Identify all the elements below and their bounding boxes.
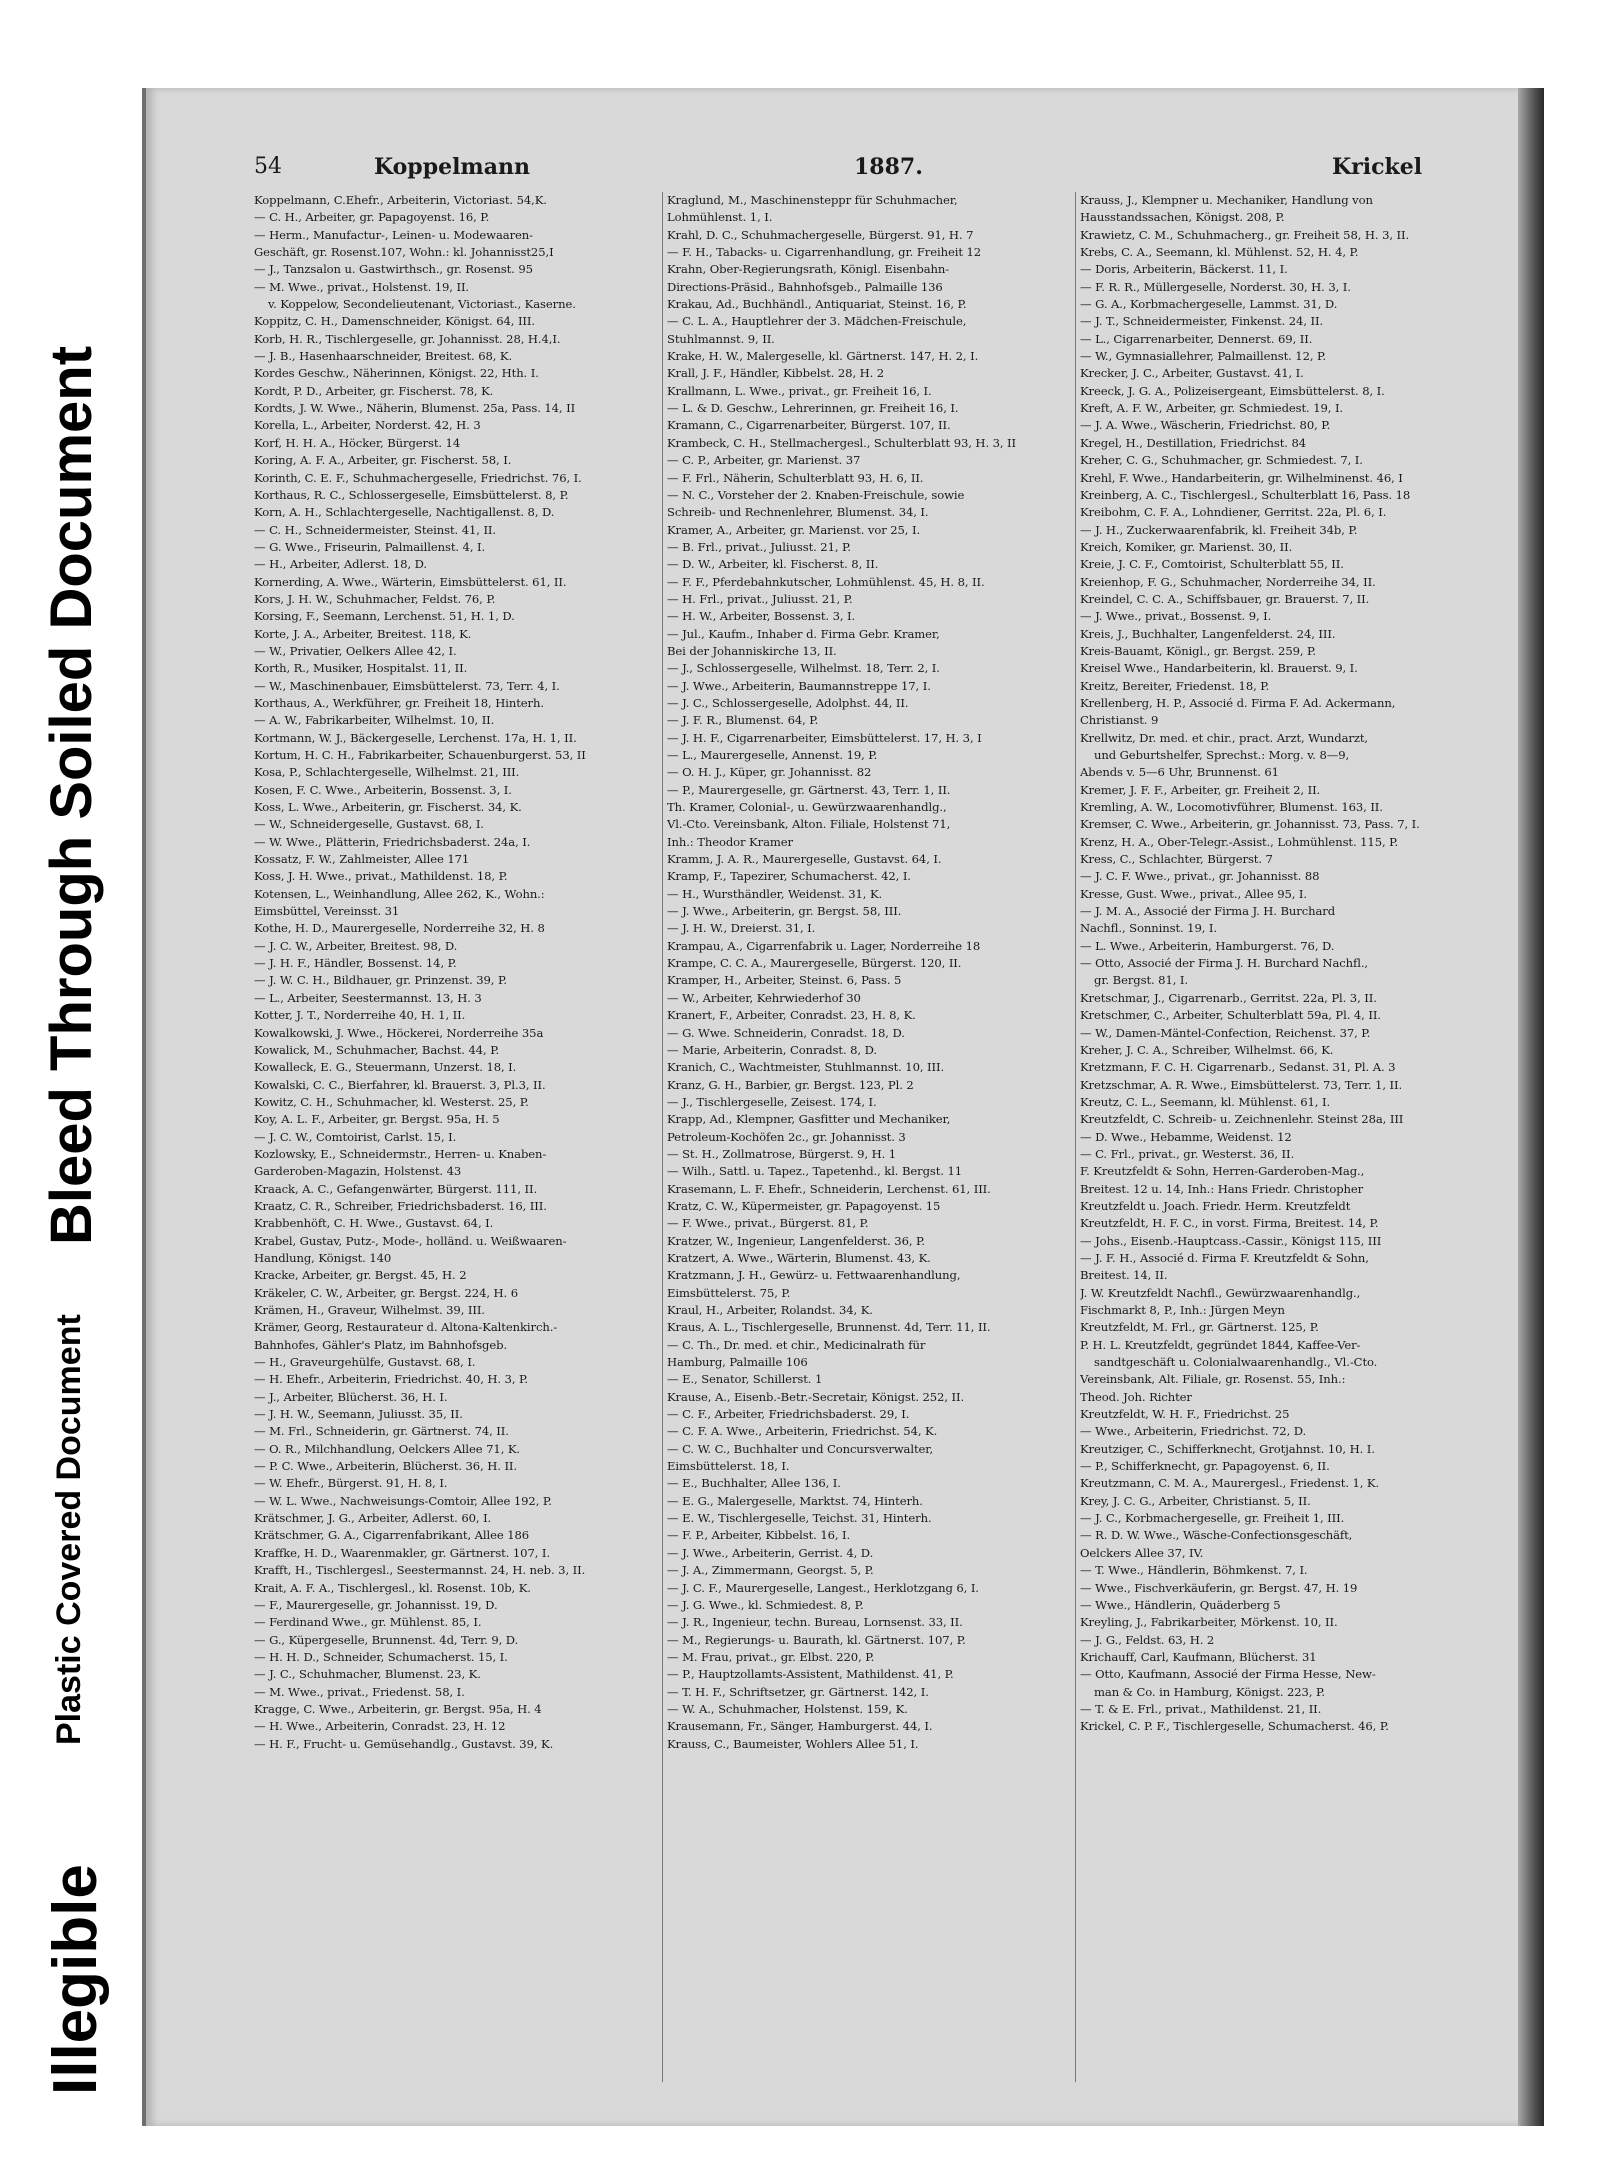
column-right	[1075, 192, 1480, 2082]
directory-entry-line: Korella, L., Arbeiter, Norderst. 42, H. 3	[254, 418, 481, 433]
directory-entry-line: Kratzmann, J. H., Gewürz- u. Fettwaarenhandlung,	[667, 1268, 961, 1283]
directory-entry-line: Breitest. 12 u. 14, Inh.: Hans Friedr. Christopher	[1080, 1181, 1364, 1196]
directory-entry-line: — W. L. Wwe., Nachweisungs-Comtoir, Allee 192, P.	[254, 1493, 552, 1508]
directory-entry-line: Geschäft, gr. Rosenst.107, Wohn.: kl. Johannisst25,I	[254, 245, 554, 260]
directory-entry-line: Kremer, J. F. F., Arbeiter, gr. Freiheit 2, II.	[1080, 782, 1321, 797]
directory-entry-line: — C. F. A. Wwe., Arbeiterin, Friedrichst. 54, K.	[667, 1424, 938, 1439]
directory-entry-line: — F. Wwe., privat., Bürgerst. 81, P.	[667, 1216, 869, 1231]
directory-entry-line: — J. Wwe., Arbeiterin, gr. Bergst. 58, III.	[667, 904, 902, 919]
directory-entry-line: Kotensen, L., Weinhandlung, Allee 262, K., Wohn.:	[254, 886, 545, 901]
document-condition-sidebar	[0, 0, 130, 2177]
directory-entry-line: — Wwe., Händlerin, Quäderberg 5	[1080, 1597, 1281, 1612]
directory-entry-line: Krasemann, L. F. Ehefr., Schneiderin, Lerchenst. 61, III.	[667, 1181, 991, 1196]
directory-entry-line: Krawietz, C. M., Schuhmacherg., gr. Freiheit 58, H. 3, II.	[1080, 227, 1410, 242]
directory-entry-line: Kowalleck, E. G., Steuermann, Unzerst. 18, I.	[254, 1060, 517, 1075]
directory-entry-line: — H. Wwe., Arbeiterin, Conradst. 23, H. 12	[254, 1719, 506, 1734]
year: 1887.	[854, 154, 923, 180]
directory-entry-line: Koss, L. Wwe., Arbeiterin, gr. Fischerst. 34, K.	[254, 800, 522, 815]
directory-entry-line: — C. H., Schneidermeister, Steinst. 41, II.	[254, 522, 496, 537]
directory-entry-line: — E. W., Tischlergeselle, Teichst. 31, Hinterh.	[667, 1511, 932, 1526]
directory-entry-line: Krickel, C. P. F., Tischlergeselle, Schumacherst. 46, P.	[1080, 1719, 1389, 1734]
directory-entry-line: — Jul., Kaufm., Inhaber d. Firma Gebr. Kramer,	[667, 626, 940, 641]
directory-entry-line: Kratz, C. W., Küpermeister, gr. Papagoyenst. 15	[667, 1198, 941, 1213]
directory-columns	[254, 192, 1480, 2082]
directory-entry-line: Krauss, J., Klempner u. Mechaniker, Handlung von	[1080, 193, 1373, 207]
directory-entry-line: Korn, A. H., Schlachtergeselle, Nachtigallenst. 8, D.	[254, 505, 555, 520]
directory-entry-line: — J. C. F. Wwe., privat., gr. Johannisst. 88	[1080, 869, 1320, 884]
right-header-keyword: Krickel	[1332, 154, 1423, 180]
directory-entry-line: — H. H. D., Schneider, Schumacherst. 15, I.	[254, 1649, 508, 1664]
directory-entry-line: Kramer, A., Arbeiter, gr. Marienst. vor 25, I.	[667, 522, 921, 537]
directory-entry-line: Vereinsbank, Alt. Filiale, gr. Rosenst. 55, Inh.:	[1080, 1372, 1346, 1387]
directory-entry-line: Krakau, Ad., Buchhändl., Antiquariat, Steinst. 16, P.	[667, 297, 967, 312]
directory-entry-line: Korf, H. H. A., Höcker, Bürgerst. 14	[254, 435, 461, 450]
directory-entry-line: Krausemann, Fr., Sänger, Hamburgerst. 44, I.	[667, 1719, 933, 1734]
directory-entry-line: Kosen, F. C. Wwe., Arbeiterin, Bossenst. 3, I.	[254, 782, 512, 797]
directory-entry-line: Kowitz, C. H., Schuhmacher, kl. Westerst. 25, P.	[254, 1094, 529, 1109]
directory-entry-line: Kors, J. H. W., Schuhmacher, Feldst. 76, P.	[254, 591, 496, 606]
directory-entry-line: Krahl, D. C., Schuhmachergeselle, Bürgerst. 91, H. 7	[667, 227, 974, 242]
directory-entry-line: Kortum, H. C. H., Fabrikarbeiter, Schauenburgerst. 53, II	[254, 748, 586, 762]
directory-entry-line: Korinth, C. E. F., Schuhmachergeselle, Friedrichst. 76, I.	[254, 470, 582, 485]
directory-entry-line: Krebs, C. A., Seemann, kl. Mühlenst. 52, H. 4, P.	[1080, 245, 1359, 260]
directory-entry-line: — C. Frl., privat., gr. Westerst. 36, II.	[1080, 1146, 1295, 1161]
directory-entry-line: — J., Tischlergeselle, Zeisest. 174, I.	[667, 1094, 877, 1109]
directory-entry-line: — J. C. W., Comtoirist, Carlst. 15, I.	[254, 1129, 457, 1144]
directory-entry-line: Kotter, J. T., Norderreihe 40, H. 1, II.	[254, 1008, 466, 1023]
directory-entry-line: — J. W. C. H., Bildhauer, gr. Prinzenst. 39, P.	[254, 973, 507, 988]
directory-entry-line: — H., Graveurgehülfe, Gustavst. 68, I.	[254, 1355, 476, 1370]
directory-entry-line: Vl.-Cto. Vereinsbank, Alton. Filiale, Holstenst 71,	[667, 817, 951, 832]
directory-entry-line: — J. C., Korbmachergeselle, gr. Freiheit 1, III.	[1080, 1511, 1345, 1526]
directory-entry-line: — Herm., Manufactur-, Leinen- u. Modewaaren-	[254, 227, 533, 242]
directory-entry-line: — E., Buchhalter, Allee 136, I.	[667, 1476, 841, 1491]
directory-entry-line: — A. W., Fabrikarbeiter, Wilhelmst. 10, II.	[254, 713, 495, 728]
directory-entry-line: — Wilh., Sattl. u. Tapez., Tapetenhd., kl. Bergst. 11	[667, 1164, 963, 1179]
directory-entry-line: — J. A., Zimmermann, Georgst. 5, P.	[667, 1563, 874, 1578]
directory-entry-line: — G. Wwe., Friseurin, Palmaillenst. 4, I.	[254, 539, 486, 554]
directory-entry-line: Krake, H. W., Malergeselle, kl. Gärtnerst. 147, H. 2, I.	[667, 349, 979, 364]
directory-entry-line: — J. R., Ingenieur, techn. Bureau, Lornsenst. 33, II.	[667, 1615, 963, 1630]
directory-entry-line: Korb, H. R., Tischlergeselle, gr. Johannisst. 28, H.4,I.	[254, 331, 561, 346]
directory-entry-line: — E. G., Malergeselle, Marktst. 74, Hinterh.	[667, 1493, 923, 1508]
directory-entry-line: — W., Arbeiter, Kehrwiederhof 30	[667, 990, 861, 1005]
directory-entry-line: — J. H., Zuckerwaarenfabrik, kl. Freiheit 34b, P.	[1080, 522, 1358, 537]
directory-entry-line: — J. H. W., Dreierst. 31, I.	[667, 921, 816, 936]
directory-entry-line: — J. H. F., Cigarrenarbeiter, Eimsbüttelerst. 17, H. 3, I	[667, 730, 982, 745]
directory-entry-line: Directions-Präsid., Bahnhofsgeb., Palmaille 136	[667, 279, 943, 294]
directory-entry-line: — C. W. C., Buchhalter und Concursverwalter,	[667, 1441, 934, 1456]
directory-entry-line: Kreeck, J. G. A., Polizeisergeant, Eimsbüttelerst. 8, I.	[1080, 383, 1385, 398]
directory-entry-line: Kreutzfeldt, H. F. C., in vorst. Firma, Breitest. 14, P.	[1080, 1216, 1379, 1231]
directory-entry-line: Kragge, C. Wwe., Arbeiterin, gr. Bergst. 95a, H. 4	[254, 1701, 542, 1716]
directory-entry-line: — W. Wwe., Plätterin, Friedrichsbaderst. 24a, I.	[254, 834, 531, 849]
directory-entry-line: — J. G., Feldst. 63, H. 2	[1080, 1632, 1215, 1647]
directory-entry-line: — L., Cigarrenarbeiter, Dennerst. 69, II.	[1080, 331, 1313, 346]
directory-entry-line: Stuhlmannst. 9, II.	[667, 331, 775, 346]
directory-entry-line: Kreutzfeldt u. Joach. Friedr. Herm. Kreutzfeldt	[1080, 1198, 1351, 1213]
bleed-through-label: Bleed Through Soiled Document	[39, 345, 104, 1245]
directory-entry-line: Kranz, G. H., Barbier, gr. Bergst. 123, Pl. 2	[667, 1077, 914, 1092]
directory-entry-line: Krampe, C. C. A., Maurergeselle, Bürgerst. 120, II.	[667, 956, 962, 971]
scanned-directory-page	[142, 88, 1544, 2126]
directory-entry-line: — C. L. A., Hauptlehrer der 3. Mädchen-Freischule,	[667, 314, 967, 329]
directory-entry-line: Koring, A. F. A., Arbeiter, gr. Fischerst. 58, I.	[254, 453, 512, 468]
directory-entry-line: — J., Arbeiter, Blücherst. 36, H. I.	[254, 1389, 448, 1404]
directory-entry-line: — J. Wwe., Arbeiterin, Baumannstreppe 17, I.	[667, 678, 931, 693]
directory-entry-line: Kress, C., Schlachter, Bürgerst. 7	[1080, 852, 1273, 867]
directory-entry-line: Kretzmann, F. C. H. Cigarrenarb., Sedanst. 31, Pl. A. 3	[1080, 1060, 1396, 1075]
directory-entry-line: Krapp, Ad., Klempner, Gasfitter und Mechaniker,	[667, 1112, 951, 1127]
directory-entry-line: Eimsbüttelerst. 75, P.	[667, 1285, 791, 1300]
directory-entry-line: Kozlowsky, E., Schneidermstr., Herren- u. Knaben-	[254, 1146, 547, 1161]
page-header	[254, 154, 1480, 188]
directory-entry-line: Kraglund, M., Maschinensteppr für Schuhmacher,	[667, 193, 958, 207]
directory-entry-line: Krambeck, C. H., Stellmachergesl., Schulterblatt 93, H. 3, II	[667, 435, 1017, 450]
directory-entry-line: Kordes Geschw., Näherinnen, Königst. 22, Hth. I.	[254, 366, 539, 381]
directory-entry-line: man & Co. in Hamburg, Königst. 223, P.	[1094, 1684, 1325, 1699]
directory-entry-line: — H. F., Frucht- u. Gemüsehandlg., Gustavst. 39, K.	[254, 1736, 554, 1751]
directory-entry-line: — H. W., Arbeiter, Bossenst. 3, I.	[667, 609, 856, 624]
directory-entry-line: — H. Ehefr., Arbeiterin, Friedrichst. 40, H. 3, P.	[254, 1372, 528, 1387]
directory-entry-line: Kramm, J. A. R., Maurergeselle, Gustavst. 64, I.	[667, 852, 942, 867]
directory-entry-line: Lohmühlenst. 1, I.	[667, 210, 773, 225]
directory-entry-line: — M., Regierungs- u. Baurath, kl. Gärtnerst. 107, P.	[667, 1632, 966, 1647]
directory-entry-line: — Doris, Arbeiterin, Bäckerst. 11, I.	[1080, 262, 1288, 277]
directory-entry-line: — T. & E. Frl., privat., Mathildenst. 21, II.	[1080, 1701, 1322, 1716]
directory-entry-line: Kretzschmar, A. R. Wwe., Eimsbüttelerst. 73, Terr. 1, II.	[1080, 1077, 1403, 1092]
directory-entry-line: — W. Ehefr., Bürgerst. 91, H. 8, I.	[254, 1476, 448, 1491]
directory-entry-line: — C. Th., Dr. med. et chir., Medicinalrath für	[667, 1337, 926, 1352]
directory-entry-line: Hamburg, Palmaille 106	[667, 1355, 808, 1370]
directory-entry-line: — P., Schifferknecht, gr. Papagoyenst. 6, II.	[1080, 1459, 1330, 1474]
directory-entry-line: — J. T., Schneidermeister, Finkenst. 24, II.	[1080, 314, 1324, 329]
directory-entry-line: Kosa, P., Schlachtergeselle, Wilhelmst. 21, III.	[254, 765, 520, 780]
directory-entry-line: — F. R. R., Müllergeselle, Norderst. 30, H. 3, I.	[1080, 279, 1351, 294]
directory-entry-line: Christianst. 9	[1080, 713, 1159, 728]
directory-entry-line: — L. Wwe., Arbeiterin, Hamburgerst. 76, D.	[1080, 938, 1335, 953]
directory-entry-line: — J., Tanzsalon u. Gastwirthsch., gr. Rosenst. 95	[254, 262, 533, 277]
directory-entry-line: Krehl, F. Wwe., Handarbeiterin, gr. Wilhelminenst. 46, I	[1080, 470, 1403, 485]
directory-entry-line: Krait, A. F. A., Tischlergesl., kl. Rosenst. 10b, K.	[254, 1580, 531, 1595]
directory-entry-line: Hausstandssachen, Königst. 208, P.	[1080, 210, 1285, 225]
directory-entry-line: — J. Wwe., privat., Bossenst. 9, I.	[1080, 609, 1272, 624]
directory-entry-line: — F. Frl., Näherin, Schulterblatt 93, H. 6, II.	[667, 470, 924, 485]
directory-entry-line: Kraatz, C. R., Schreiber, Friedrichsbaderst. 16, III.	[254, 1198, 547, 1213]
directory-entry-line: — G. A., Korbmachergeselle, Lammst. 31, D.	[1080, 297, 1338, 312]
plastic-covered-label: Plastic Covered Document	[50, 1314, 88, 1745]
directory-entry-line: — P., Hauptzollamts-Assistent, Mathildenst. 41, P.	[667, 1667, 954, 1682]
directory-entry-line: — B. Frl., privat., Juliusst. 21, P.	[667, 539, 851, 554]
directory-entry-line: — M. Frau, privat., gr. Elbst. 220, P.	[667, 1649, 875, 1664]
directory-entry-line: Krabel, Gustav, Putz-, Mode-, holländ. u. Weißwaaren-	[254, 1233, 567, 1248]
directory-entry-line: — J. H. F., Händler, Bossenst. 14, P.	[254, 956, 457, 971]
directory-entry-line: Kretschmer, C., Arbeiter, Schulterblatt 59a, Pl. 4, II.	[1080, 1008, 1381, 1023]
directory-entry-line: Kreinberg, A. C., Tischlergesl., Schulterblatt 16, Pass. 18	[1080, 487, 1411, 502]
directory-entry-line: — Johs., Eisenb.-Hauptcass.-Cassir., Königst 115, III	[1080, 1233, 1382, 1248]
directory-entry-line: Kreis-Bauamt, Königl., gr. Bergst. 259, P.	[1080, 643, 1316, 658]
directory-entry-line: Handlung, Königst. 140	[254, 1250, 392, 1265]
directory-entry-line: Korth, R., Musiker, Hospitalst. 11, II.	[254, 661, 468, 676]
directory-entry-line: — E., Senator, Schillerst. 1	[667, 1372, 823, 1387]
directory-entry-line: v. Koppelow, Secondelieutenant, Victoriast., Kaserne.	[268, 297, 576, 312]
directory-entry-line: — W., Maschinenbauer, Eimsbüttelerst. 73, Terr. 4, I.	[254, 678, 560, 693]
directory-entry-line: Kranich, C., Wachtmeister, Stuhlmannst. 10, III.	[667, 1060, 945, 1075]
directory-entry-line: Kreutzfeldt, M. Frl., gr. Gärtnerst. 125, P.	[1080, 1320, 1319, 1335]
directory-entry-line: — M. Wwe., privat., Friedenst. 58, I.	[254, 1684, 465, 1699]
directory-entry-line: Kreie, J. C. F., Comtoirist, Schulterblatt 55, II.	[1080, 557, 1344, 572]
directory-entry-line: Krichauff, Carl, Kaufmann, Blücherst. 31	[1080, 1649, 1317, 1664]
directory-entry-line: Kreis, J., Buchhalter, Langenfelderst. 24, III.	[1080, 626, 1336, 641]
directory-entry-line: P. H. L. Kreutzfeldt, gegründet 1844, Kaffee-Ver-	[1080, 1337, 1361, 1352]
directory-entry-line: Kratzer, W., Ingenieur, Langenfelderst. 36, P.	[667, 1233, 925, 1248]
directory-entry-line: F. Kreutzfeldt & Sohn, Herren-Garderoben-Mag.,	[1080, 1164, 1365, 1179]
directory-entry-line: Koss, J. H. Wwe., privat., Mathildenst. 18, P.	[254, 869, 508, 884]
directory-entry-line: Kramper, H., Arbeiter, Steinst. 6, Pass. 5	[667, 973, 902, 988]
illegible-label: Illegible	[41, 1864, 110, 2095]
directory-entry-line: sandtgeschäft u. Colonialwaarenhandlg., Vl.-Cto.	[1094, 1355, 1378, 1370]
directory-entry-line: gr. Bergst. 81, I.	[1094, 973, 1188, 988]
directory-entry-line: — J. C. W., Arbeiter, Breitest. 98, D.	[254, 938, 458, 953]
directory-entry-line: Kraffke, H. D., Waarenmakler, gr. Gärtnerst. 107, I.	[254, 1545, 550, 1560]
directory-entry-line: — M. Wwe., privat., Holstenst. 19, II.	[254, 279, 470, 294]
directory-entry-line: — J. C., Schlossergeselle, Adolphst. 44, II.	[667, 695, 909, 710]
directory-entry-line: Kranert, F., Arbeiter, Conradst. 23, H. 8, K.	[667, 1008, 916, 1023]
directory-entry-line: — L., Maurergeselle, Annenst. 19, P.	[667, 748, 878, 762]
directory-entry-line: Inh.: Theodor Kramer	[667, 834, 793, 849]
directory-entry-line: Krafft, H., Tischlergesl., Seestermannst. 24, H. neb. 3, II.	[254, 1563, 586, 1578]
directory-entry-line: — C. H., Arbeiter, gr. Papagoyenst. 16, P.	[254, 210, 490, 225]
directory-entry-line: Kowalick, M., Schuhmacher, Bachst. 44, P.	[254, 1042, 500, 1057]
directory-entry-line: Kreher, C. G., Schuhmacher, gr. Schmiedest. 7, I.	[1080, 453, 1363, 468]
directory-entry-line: Kortmann, W. J., Bäckergeselle, Lerchenst. 17a, H. 1, II.	[254, 730, 577, 745]
directory-entry-line: — N. C., Vorsteher der 2. Knaben-Freischule, sowie	[667, 487, 965, 502]
directory-entry-line: Krellenberg, H. P., Associé d. Firma F. Ad. Ackermann,	[1080, 695, 1396, 710]
directory-entry-line: — J. G. Wwe., kl. Schmiedest. 8, P.	[667, 1597, 864, 1612]
directory-entry-line: — J. B., Hasenhaarschneider, Breitest. 68, K.	[254, 349, 513, 364]
page-number: 54	[254, 154, 282, 179]
directory-entry-line: — H. Frl., privat., Juliusst. 21, P.	[667, 591, 853, 606]
directory-entry-line: Krätschmer, J. G., Arbeiter, Adlerst. 60, I.	[254, 1511, 492, 1526]
directory-entry-line: — W. A., Schuhmacher, Holstenst. 159, K.	[667, 1701, 908, 1716]
directory-entry-line: Krey, J. C. G., Arbeiter, Christianst. 5, II.	[1080, 1493, 1311, 1508]
directory-entry-line: Bahnhofes, Gähler's Platz, im Bahnhofsgeb.	[254, 1337, 508, 1352]
directory-entry-line: Oelckers Allee 37, IV.	[1080, 1545, 1204, 1560]
directory-entry-line: Kreft, A. F. W., Arbeiter, gr. Schmiedest. 19, I.	[1080, 401, 1344, 416]
directory-entry-line: Kreutzfeldt, W. H. F., Friedrichst. 25	[1080, 1407, 1290, 1422]
directory-entry-line: Kresse, Gust. Wwe., privat., Allee 95, I.	[1080, 886, 1307, 901]
directory-entry-line: Krämer, Georg, Restaurateur d. Altona-Kaltenkirch.-	[254, 1320, 558, 1335]
directory-entry-line: — Otto, Kaufmann, Associé der Firma Hesse, New-	[1080, 1667, 1376, 1682]
directory-entry-line: Kreitz, Bereiter, Friedenst. 18, P.	[1080, 678, 1270, 693]
directory-entry-line: Kreutzfeldt, C. Schreib- u. Zeichnenlehr. Steinst 28a, III	[1080, 1112, 1404, 1127]
directory-entry-line: Krallmann, L. Wwe., privat., gr. Freiheit 16, I.	[667, 383, 932, 398]
directory-entry-line: Kothe, H. D., Maurergeselle, Norderreihe 32, H. 8	[254, 921, 545, 936]
directory-entry-line: Koppelmann, C.Ehefr., Arbeiterin, Victoriast. 54,K.	[254, 193, 547, 207]
directory-entry-line: Krampau, A., Cigarrenfabrik u. Lager, Norderreihe 18	[667, 938, 981, 953]
directory-entry-line: Krämen, H., Graveur, Wilhelmst. 39, III.	[254, 1303, 485, 1317]
directory-entry-line: Krahn, Ober-Regierungsrath, Königl. Eisenbahn-	[667, 262, 950, 277]
directory-entry-line: — J. M. A., Associé der Firma J. H. Burchard	[1080, 904, 1336, 919]
directory-entry-line: — Otto, Associé der Firma J. H. Burchard Nachfl.,	[1080, 956, 1368, 971]
directory-entry-line: — W., Privatier, Oelkers Allee 42, I.	[254, 643, 457, 658]
book-binding-edge	[1518, 88, 1544, 2126]
directory-entry-line: Krenz, H. A., Ober-Telegr.-Assist., Lohmühlenst. 115, P.	[1080, 834, 1399, 849]
directory-entry-line: Korthaus, A., Werkführer, gr. Freiheit 18, Hinterh.	[254, 695, 544, 710]
directory-entry-line: — J. H. W., Seemann, Juliusst. 35, II.	[254, 1407, 463, 1422]
directory-entry-line: Kratzert, A. Wwe., Wärterin, Blumenst. 43, K.	[667, 1250, 931, 1265]
directory-entry-line: Kreibohm, C. F. A., Lohndiener, Gerritst. 22a, Pl. 6, I.	[1080, 505, 1387, 520]
directory-entry-line: Korsing, F., Seemann, Lerchenst. 51, H. 1, D.	[254, 609, 515, 624]
directory-entry-line: — P. C. Wwe., Arbeiterin, Blücherst. 36, H. II.	[254, 1459, 517, 1474]
directory-entry-line: Abends v. 5—6 Uhr, Brunnenst. 61	[1080, 765, 1279, 780]
directory-entry-line: — Wwe., Fischverkäuferin, gr. Bergst. 47, H. 19	[1080, 1580, 1358, 1595]
directory-entry-line: Kordt, P. D., Arbeiter, gr. Fischerst. 78, K.	[254, 383, 494, 398]
directory-entry-line: Krätschmer, G. A., Cigarrenfabrikant, Allee 186	[254, 1528, 530, 1543]
directory-entry-line: Kraack, A. C., Gefangenwärter, Bürgerst. 111, II.	[254, 1181, 538, 1196]
directory-entry-line: — H., Wursthändler, Weidenst. 31, K.	[667, 886, 883, 901]
directory-entry-line: Petroleum-Kochöfen 2c., gr. Johannisst. 3	[667, 1129, 906, 1144]
directory-entry-line: Kossatz, F. W., Zahlmeister, Allee 171	[254, 852, 470, 867]
directory-entry-line: — J., Schlossergeselle, Wilhelmst. 18, Terr. 2, I.	[667, 661, 940, 676]
directory-entry-line: Krecker, J. C., Arbeiter, Gustavst. 41, I.	[1080, 366, 1304, 381]
directory-entry-line: — O. H. J., Küper, gr. Johannisst. 82	[667, 765, 872, 780]
directory-entry-line: — L., Arbeiter, Seestermannst. 13, H. 3	[254, 990, 482, 1005]
directory-entry-line: — J. Wwe., Arbeiterin, Gerrist. 4, D.	[667, 1545, 874, 1560]
directory-entry-line: — D. W., Arbeiter, kl. Fischerst. 8, II.	[667, 557, 879, 572]
directory-entry-line: Kracke, Arbeiter, gr. Bergst. 45, H. 2	[254, 1268, 467, 1283]
directory-entry-line: J. W. Kreutzfeldt Nachfl., Gewürzwaarenhandlg.,	[1080, 1285, 1361, 1300]
directory-entry-line: — C. P., Arbeiter, gr. Marienst. 37	[667, 453, 861, 468]
directory-entry-line: Krabbenhöft, C. H. Wwe., Gustavst. 64, I.	[254, 1216, 494, 1231]
directory-entry-line: Kreutzmann, C. M. A., Maurergesl., Friedenst. 1, K.	[1080, 1476, 1380, 1491]
directory-entry-line: Kramp, F., Tapezirer, Schumacherst. 42, I.	[667, 869, 911, 884]
directory-entry-line: Kowalkowski, J. Wwe., Höckerei, Norderreihe 35a	[254, 1025, 544, 1040]
directory-entry-line: Kreienhop, F. G., Schuhmacher, Norderreihe 34, II.	[1080, 574, 1376, 589]
directory-entry-line: Kordts, J. W. Wwe., Näherin, Blumenst. 25a, Pass. 14, II	[254, 401, 576, 416]
directory-entry-line: — F. P., Arbeiter, Kibbelst. 16, I.	[667, 1528, 851, 1543]
directory-entry-line: Krauss, C., Baumeister, Wohlers Allee 51, I.	[667, 1736, 919, 1751]
directory-entry-line: Nachfl., Sonninst. 19, I.	[1080, 921, 1217, 936]
directory-entry-line: — J. A. Wwe., Wäscherin, Friedrichst. 80, P.	[1080, 418, 1331, 433]
directory-entry-line: Kreich, Komiker, gr. Marienst. 30, II.	[1080, 539, 1293, 554]
directory-entry-line: — O. R., Milchhandlung, Oelckers Allee 71, K.	[254, 1441, 521, 1456]
directory-entry-line: Kreindel, C. C. A., Schiffsbauer, gr. Brauerst. 7, II.	[1080, 591, 1370, 606]
directory-entry-line: — M. Frl., Schneiderin, gr. Gärtnerst. 74, II.	[254, 1424, 509, 1439]
directory-entry-line: — G., Küpergeselle, Brunnenst. 4d, Terr. 9, D.	[254, 1632, 519, 1647]
directory-entry-line: Theod. Joh. Richter	[1080, 1389, 1192, 1404]
directory-entry-line: Krellwitz, Dr. med. et chir., pract. Arzt, Wundarzt,	[1080, 730, 1368, 745]
directory-entry-line: Kreutz, C. L., Seemann, kl. Mühlenst. 61, I.	[1080, 1094, 1331, 1109]
directory-entry-line: Kraus, A. L., Tischlergeselle, Brunnenst. 4d, Terr. 11, II.	[667, 1320, 991, 1335]
directory-entry-line: — J. F. R., Blumenst. 64, P.	[667, 713, 819, 728]
directory-entry-line: — G. Wwe. Schneiderin, Conradst. 18, D.	[667, 1025, 905, 1040]
directory-entry-line: Kremser, C. Wwe., Arbeiterin, gr. Johannisst. 73, Pass. 7, I.	[1080, 817, 1420, 832]
directory-entry-line: — F., Maurergeselle, gr. Johannisst. 19, D.	[254, 1597, 498, 1612]
directory-entry-line: Schreib- und Rechnenlehrer, Blumenst. 34, I.	[667, 505, 929, 520]
directory-entry-line: — D. Wwe., Hebamme, Weidenst. 12	[1080, 1129, 1292, 1144]
directory-entry-line: Krause, A., Eisenb.-Betr.-Secretair, Königst. 252, II.	[667, 1389, 965, 1404]
directory-entry-line: Kreyling, J., Fabrikarbeiter, Mörkenst. 10, II.	[1080, 1615, 1338, 1630]
directory-entry-line: — R. D. W. Wwe., Wäsche-Confectionsgeschäft,	[1080, 1528, 1353, 1543]
directory-entry-line: Kräkeler, C. W., Arbeiter, gr. Bergst. 224, H. 6	[254, 1285, 518, 1300]
directory-entry-line: Kretschmar, J., Cigarrenarb., Gerritst. 22a, Pl. 3, II.	[1080, 990, 1377, 1005]
directory-entry-line: Th. Kramer, Colonial-, u. Gewürzwaarenhandlg.,	[667, 800, 947, 815]
directory-entry-line: — T. H. F., Schriftsetzer, gr. Gärtnerst. 142, I.	[667, 1684, 929, 1699]
directory-entry-line: Kraul, H., Arbeiter, Rolandst. 34, K.	[667, 1303, 873, 1317]
directory-entry-line: — P., Maurergeselle, gr. Gärtnerst. 43, Terr. 1, II.	[667, 782, 951, 797]
directory-entry-line: und Geburtshelfer, Sprechst.: Morg. v. 8—9,	[1094, 748, 1350, 762]
directory-entry-line: Koy, A. L. F., Arbeiter, gr. Bergst. 95a, H. 5	[254, 1112, 500, 1127]
directory-entry-line: — W., Schneidergeselle, Gustavst. 68, I.	[254, 817, 484, 832]
directory-entry-line: — F. F., Pferdebahnkutscher, Lohmühlenst. 45, H. 8, II.	[667, 574, 985, 589]
directory-entry-line: Kornerding, A. Wwe., Wärterin, Eimsbüttelerst. 61, II.	[254, 574, 567, 589]
directory-entry-line: Kramann, C., Cigarrenarbeiter, Bürgerst. 107, II.	[667, 418, 951, 433]
directory-entry-line: — W., Gymnasiallehrer, Palmaillenst. 12, P.	[1080, 349, 1326, 364]
directory-entry-line: Eimsbüttel, Vereinsst. 31	[254, 904, 400, 919]
directory-entry-line: Kreher, J. C. A., Schreiber, Wilhelmst. 66, K.	[1080, 1042, 1334, 1057]
directory-entry-line: — J. C., Schuhmacher, Blumenst. 23, K.	[254, 1667, 481, 1682]
directory-entry-line: — Marie, Arbeiterin, Conradst. 8, D.	[667, 1042, 877, 1057]
directory-entry-line: Kremling, A. W., Locomotivführer, Blumenst. 163, II.	[1080, 800, 1383, 815]
directory-entry-line: — L. & D. Geschw., Lehrerinnen, gr. Freiheit 16, I.	[667, 401, 959, 416]
directory-entry-line: Fischmarkt 8, P., Inh.: Jürgen Meyn	[1080, 1303, 1285, 1317]
directory-entry-line: — Wwe., Arbeiterin, Friedrichst. 72, D.	[1080, 1424, 1307, 1439]
directory-entry-line: — W., Damen-Mäntel-Confection, Reichenst. 37, P.	[1080, 1025, 1371, 1040]
directory-entry-line: Kregel, H., Destillation, Friedrichst. 84	[1080, 435, 1306, 450]
directory-entry-line: Kreutziger, C., Schifferknecht, Grotjahnst. 10, H. I.	[1080, 1441, 1375, 1456]
directory-entry-line: Kreisel Wwe., Handarbeiterin, kl. Brauerst. 9, I.	[1080, 661, 1358, 676]
directory-entry-line: Kowalski, C. C., Bierfahrer, kl. Brauerst. 3, Pl.3, II.	[254, 1077, 546, 1092]
directory-entry-line: Garderoben-Magazin, Holstenst. 43	[254, 1164, 462, 1179]
directory-entry-line: — J. C. F., Maurergeselle, Langest., Herklotzgang 6, I.	[667, 1580, 979, 1595]
directory-entry-line: Bei der Johanniskirche 13, II.	[667, 643, 837, 658]
directory-entry-line: Krall, J. F., Händler, Kibbelst. 28, H. 2	[667, 366, 885, 381]
directory-entry-line: Breitest. 14, II.	[1080, 1268, 1168, 1283]
directory-entry-line: — St. H., Zollmatrose, Bürgerst. 9, H. 1	[667, 1146, 897, 1161]
directory-entry-line: Koppitz, C. H., Damenschneider, Königst. 64, III.	[254, 314, 535, 329]
directory-entry-line: — J. F. H., Associé d. Firma F. Kreutzfeldt & Sohn,	[1080, 1250, 1369, 1265]
directory-entry-line: Korthaus, R. C., Schlossergeselle, Eimsbüttelerst. 8, P.	[254, 487, 569, 502]
directory-entry-line: — C. F., Arbeiter, Friedrichsbaderst. 29, I.	[667, 1407, 910, 1422]
directory-entry-line: — H., Arbeiter, Adlerst. 18, D.	[254, 557, 427, 572]
column-middle	[662, 192, 1067, 2082]
directory-entry-line: Korte, J. A., Arbeiter, Breitest. 118, K.	[254, 626, 472, 641]
directory-entry-line: Eimsbüttelerst. 18, I.	[667, 1459, 790, 1474]
directory-entry-line: — T. Wwe., Händlerin, Böhmkenst. 7, I.	[1080, 1563, 1308, 1578]
directory-entry-line: — Ferdinand Wwe., gr. Mühlenst. 85, I.	[254, 1615, 482, 1630]
directory-entry-line: — F. H., Tabacks- u. Cigarrenhandlung, gr. Freiheit 12	[667, 245, 982, 260]
left-header-keyword: Koppelmann	[374, 154, 530, 180]
column-left	[254, 192, 654, 2082]
